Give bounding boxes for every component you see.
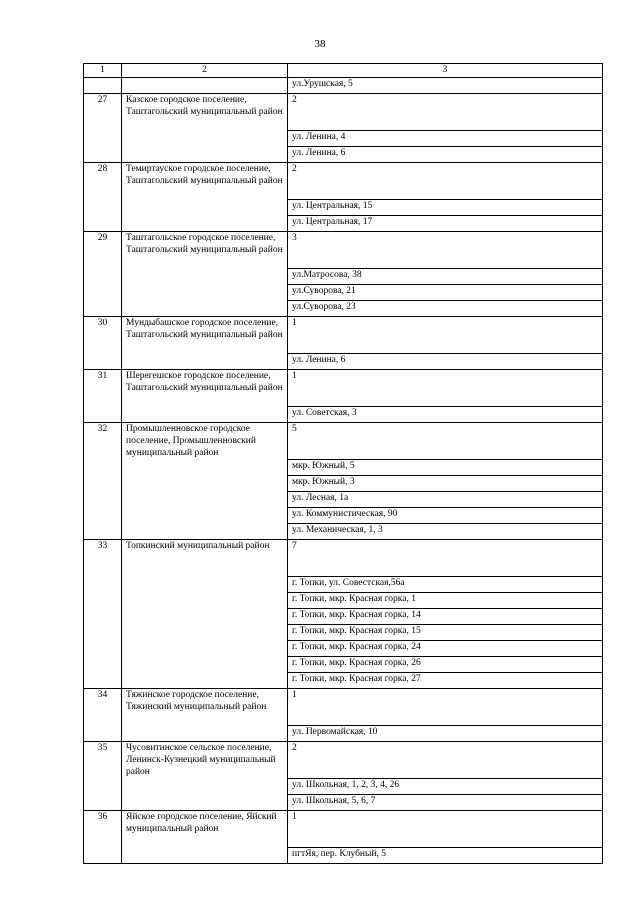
municipality-name: Таштагольское городское поселение, Таштагольский муниципальный район (122, 232, 288, 317)
entry-row (84, 232, 603, 269)
address-cell: ул. Ленина, 4 (288, 131, 603, 147)
carry-over-row (84, 78, 603, 94)
address-cell: ул. Школьная, 1, 2, 3, 4, 26 (288, 779, 603, 795)
entry-number: 35 (84, 742, 122, 811)
building-count: 1 (288, 811, 603, 848)
address-cell: г. Топки, мкр. Красная горка, 1 (288, 593, 603, 609)
building-count: 1 (288, 689, 603, 726)
municipality-name: Топкинский муниципальный район (122, 540, 288, 689)
municipality-name: Шерегешское городское поселение, Таштагольский муниципальный район (122, 370, 288, 423)
entry-row (84, 423, 603, 460)
address-cell: г. Топки, мкр. Красная горка, 26 (288, 657, 603, 673)
entry-number: 32 (84, 423, 122, 540)
building-count: 1 (288, 370, 603, 407)
municipality-name: Темиртауское городское поселение, Таштагольский муниципальный район (122, 163, 288, 232)
building-count: 3 (288, 232, 603, 269)
address-cell: г. Топки, мкр. Красная горка, 15 (288, 625, 603, 641)
municipality-name-cell (122, 78, 288, 94)
address-cell: ул. Центральная, 17 (288, 216, 603, 232)
entry-row (84, 811, 603, 848)
housing-register-table (83, 63, 603, 864)
address-cell: ул. Коммунистическая, 90 (288, 508, 603, 524)
building-count: 1 (288, 317, 603, 354)
address-cell: мкр. Южный, 5 (288, 460, 603, 476)
address-cell: ул. Механическая, 1, 3 (288, 524, 603, 540)
column-header-1: 1 (84, 64, 122, 78)
entry-number: 29 (84, 232, 122, 317)
address-cell: г. Топки, мкр. Красная горка, 24 (288, 641, 603, 657)
address-cell: ул. Центральная, 15 (288, 200, 603, 216)
entry-number: 28 (84, 163, 122, 232)
entry-number: 36 (84, 811, 122, 864)
address-cell: ул. Советская, 3 (288, 407, 603, 423)
address-cell: ул. Ленина, 6 (288, 354, 603, 370)
address-cell: г. Топки, мкр. Красная горка, 14 (288, 609, 603, 625)
table-body (84, 64, 603, 864)
entry-row (84, 742, 603, 779)
building-count: 2 (288, 163, 603, 200)
entry-number: 33 (84, 540, 122, 689)
building-count: 5 (288, 423, 603, 460)
entry-row (84, 317, 603, 354)
address-cell: ул.Матросова, 38 (288, 269, 603, 285)
municipality-name: Мундыбашское городское поселение, Таштагольский муниципальный район (122, 317, 288, 370)
entry-number: 34 (84, 689, 122, 742)
address-cell: г. Топки, ул. Совестская,56а (288, 577, 603, 593)
address-cell: ул. Ленина, 6 (288, 147, 603, 163)
address-cell: ул.Урушская, 5 (288, 78, 603, 94)
address-cell: мкр. Южный, 3 (288, 476, 603, 492)
address-cell: ул.Суворова, 21 (288, 285, 603, 301)
entry-row (84, 370, 603, 407)
municipality-name: Казское городское поселение, Таштагольский муниципальный район (122, 94, 288, 163)
building-count: 2 (288, 94, 603, 131)
page-number: 38 (314, 38, 326, 50)
entry-number: 27 (84, 94, 122, 163)
building-count: 2 (288, 742, 603, 779)
column-header-3: 3 (288, 64, 603, 78)
municipality-name: Чусовитинское сельское поселение, Ленинск-Кузнецкий муниципальный район (122, 742, 288, 811)
address-cell: ул. Школьная, 5, 6, 7 (288, 795, 603, 811)
address-cell: ул. Первомайская, 10 (288, 726, 603, 742)
entry-row (84, 540, 603, 577)
municipality-name: Яйское городское поселение, Яйский муниципальный район (122, 811, 288, 864)
municipality-name: Тяжинское городское поселение, Тяжинский муниципальный район (122, 689, 288, 742)
entry-number-cell (84, 78, 122, 94)
entry-row (84, 163, 603, 200)
address-cell: г. Топки, мкр. Красная горка, 27 (288, 673, 603, 689)
entry-row (84, 689, 603, 726)
entry-row (84, 94, 603, 131)
entry-number: 30 (84, 317, 122, 370)
address-cell: пгтЯя, пер. Клубный, 5 (288, 848, 603, 864)
address-cell: ул. Лесная, 1а (288, 492, 603, 508)
municipality-name: Промышленновское городское поселение, Промышленновский муниципальный район (122, 423, 288, 540)
building-count: 7 (288, 540, 603, 577)
table-header-row (84, 64, 603, 78)
entry-number: 31 (84, 370, 122, 423)
column-header-2: 2 (122, 64, 288, 78)
address-cell: ул.Суворова, 23 (288, 301, 603, 317)
